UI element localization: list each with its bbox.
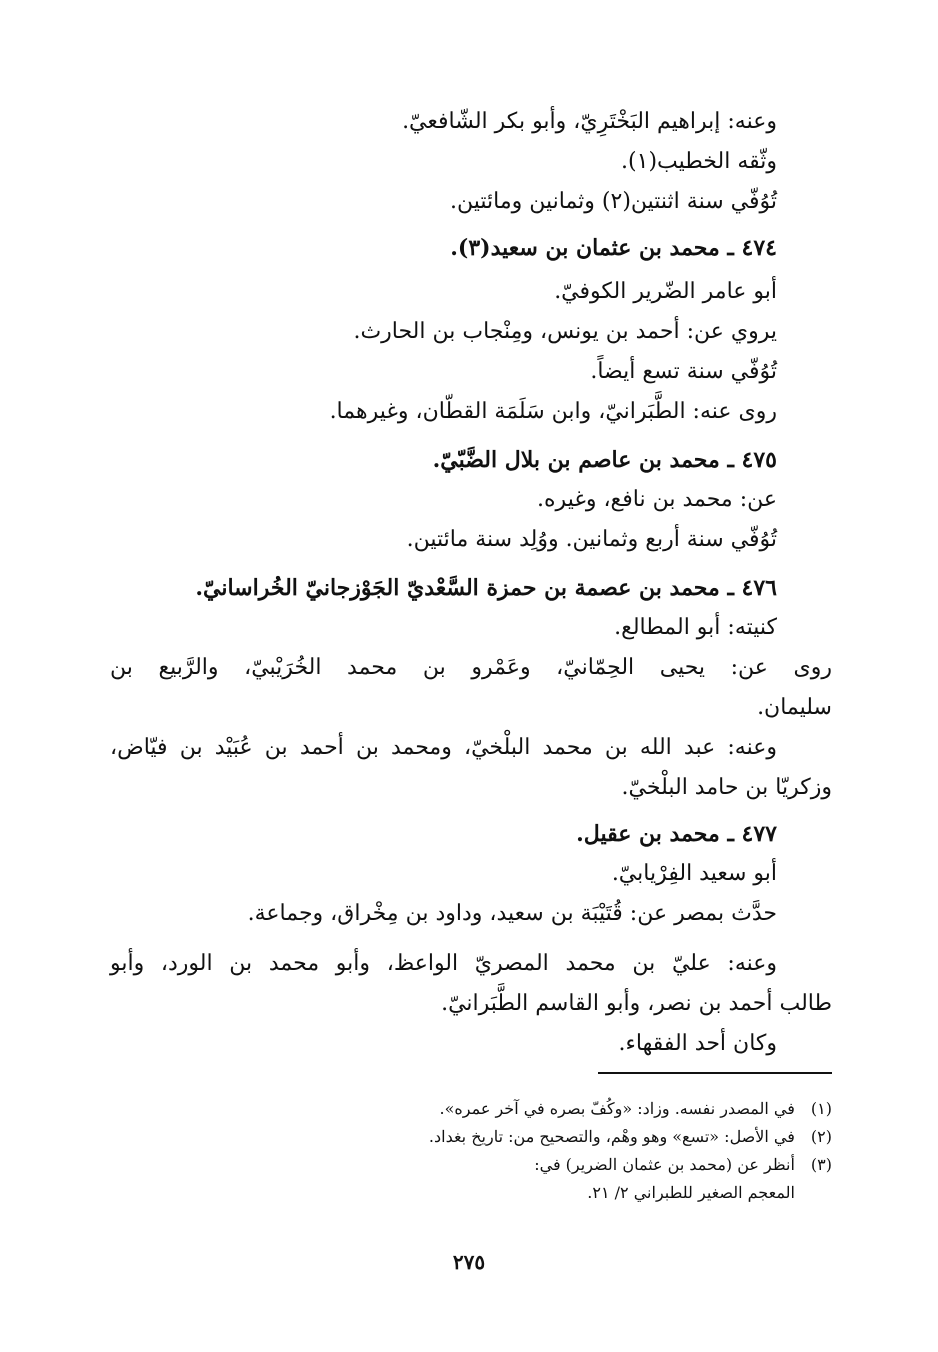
footnote [440, 1098, 833, 1120]
footnote [429, 1126, 832, 1148]
entry-heading-475: ٤٧٥ ـ محمد بن عاصم بن بلال الضَّبّيّ. [432, 447, 777, 473]
text-line: تُوُفّي سنة أربع وثمانين. ووُلِد سنة مائتين. [406, 527, 777, 552]
text-line: وعنه: عبد الله بن محمد البلْخيّ، ومحمد بن أحمد بن عُبَيْد بن فيّاض، [110, 735, 777, 760]
footnote-number: (٣) [810, 1155, 832, 1174]
text-line: روى عن: يحيى الحِمّانيّ، وعَمْرو بن محمد الخُرَيْبيّ، والرَّبيع بن [110, 655, 832, 680]
page-number: ٢٧٥ [452, 1250, 486, 1274]
text-line: أبو عامر الضّرير الكوفيّ. [554, 279, 777, 304]
entry-heading-476: ٤٧٦ ـ محمد بن عصمة بن حمزة السَّعْديّ الجَوْزجانيّ الخُراسانيّ. [195, 575, 777, 601]
footnote-text: أنظر عن (محمد بن عثمان الضرير) في: [534, 1155, 795, 1174]
text-line: حدَّث بمصر عن: قُتَيْبَة بن سعيد، وداود بن مِخْراق، وجماعة. [247, 901, 777, 926]
text-line: وزكريّا بن حامد البلْخيّ. [621, 775, 832, 800]
text-line: تُوُفّي سنة تسع أيضاً. [590, 359, 777, 384]
text-line: وكان أحد الفقهاء. [618, 1031, 777, 1056]
text-line: طالب أحمد بن نصر، وأبو القاسم الطَّبَرانيّ. [441, 991, 832, 1016]
footnote-number: (٢) [810, 1127, 832, 1146]
text-line: وعنه: إبراهيم البَخْتَرِيّ، وأبو بكر الشّافعيّ. [402, 109, 777, 134]
footnote [587, 1182, 832, 1204]
footnote [534, 1154, 832, 1176]
text-line: كنيته: أبو المطالع. [614, 615, 777, 640]
text-line: سليمان. [757, 695, 832, 720]
entry-heading-474: ٤٧٤ ـ محمد بن عثمان بن سعيد(٣). [450, 235, 777, 261]
text-line: عن: محمد بن نافع، وغيره. [537, 487, 777, 512]
footnote-number: (١) [810, 1099, 832, 1118]
footnote-divider [598, 1072, 832, 1074]
text-line: تُوُفّي سنة اثنتين(٢) وثمانين ومائتين. [449, 189, 777, 214]
text-line: روى عنه: الطَّبَرانيّ، وابن سَلَمَة القطّان، وغيرهما. [329, 399, 777, 424]
entry-heading-477: ٤٧٧ ـ محمد بن عقيل. [576, 821, 777, 847]
text-line: وثّقه الخطيب(١). [621, 149, 777, 174]
text-line: أبو سعيد الفِرْيابيّ. [611, 861, 777, 886]
text-line: يروي عن: أحمد بن يونس، ومِنْجاب بن الحارث. [353, 319, 777, 344]
footnote-text: في المصدر نفسه. وزاد: «وكُفّ بصره في آخر عمره». [439, 1099, 795, 1118]
footnote-text: المعجم الصغير للطبراني ٢/ ٢١. [587, 1183, 795, 1202]
footnote-text: في الأصل: «تسع» وهو وهْم، والتصحيح من: تاريخ بغداد. [428, 1127, 795, 1146]
text-line: وعنه: عليّ بن محمد المصريّ الواعظ، وأبو محمد بن الورد، وأبو [110, 951, 777, 976]
